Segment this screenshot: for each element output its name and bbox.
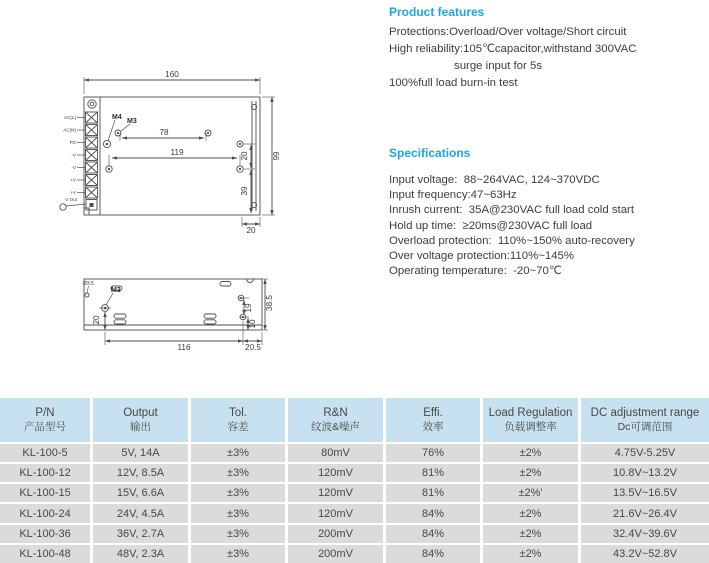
col-header-pn: P/N 产品型号: [0, 398, 90, 442]
spec-line: Over voltage protection:110%~145%: [389, 250, 575, 263]
dim-width-label: 160: [165, 70, 179, 79]
td-output: 12V, 8.5A: [93, 464, 188, 482]
td-dc-range: 21.6V~26.4V: [581, 504, 709, 522]
td-ripple-noise: 120mV: [288, 484, 383, 502]
specifications-heading: Specifications: [389, 146, 471, 160]
td-dc-range: 13.5V~16.5V: [581, 484, 709, 502]
td-tolerance: ±3%: [191, 525, 285, 543]
spec-line: Input voltage: 88~264VAC, 124~370VDC: [389, 174, 600, 186]
dim-hole-dia-label: Ø3.5: [83, 281, 94, 287]
dim-right-span-label: 20.5: [245, 343, 261, 352]
col-header-dc-adjust-range: DC adjustment range Dc可调范围: [581, 398, 709, 442]
m4-callout: M4: [112, 114, 122, 121]
td-dc-range: 43.2V~52.8V: [581, 545, 709, 563]
col-header-efficiency: Effi. 效率: [386, 398, 480, 442]
spec-line: Input frequency:47~63Hz: [389, 189, 517, 202]
dim-side-right-upper-label: 19: [244, 303, 253, 313]
td-output: 15V, 6.6A: [93, 484, 188, 502]
terminal-label-acn: AC(N): [63, 127, 76, 133]
td-output: 48V, 2.3A: [93, 545, 188, 563]
terminal-label-posv1: +V: [70, 177, 76, 183]
dim-side-right-lower-label: 10: [248, 319, 257, 329]
td-tolerance: ±3%: [191, 464, 285, 482]
td-ripple-noise: 80mV: [288, 444, 383, 462]
terminal-label-posv2: +V: [70, 190, 76, 196]
col-header-tolerance: Tol. 容差: [191, 398, 285, 442]
part-number: KL-100-12: [0, 464, 90, 482]
terminal-block: [86, 112, 98, 198]
td-ripple-noise: 200mV: [288, 525, 383, 543]
td-ripple-noise: 120mV: [288, 464, 383, 482]
features-heading: Product features: [389, 5, 485, 19]
td-load-regulation: ±2%': [483, 484, 578, 502]
feature-line: surge input for 5s: [454, 60, 543, 72]
feature-line: 100%full load burn-in test: [389, 77, 518, 89]
dim-side-height-label: 38.5: [265, 295, 274, 311]
td-tolerance: ±3%: [191, 444, 285, 462]
m3-side-callout: M3: [111, 287, 121, 294]
col-header-ripple-noise: R&N 纹波&噪声: [288, 398, 383, 442]
terminal-label-acl: AC(L): [64, 115, 76, 121]
pot-symbol: [60, 204, 66, 210]
part-number: KL-100-36: [0, 525, 90, 543]
spec-line: Inrush current: 35A@230VAC full load cold start: [389, 204, 634, 217]
td-output: 5V, 14A: [93, 444, 188, 462]
terminal-label-negv2: -V: [71, 165, 76, 171]
td-output: 36V, 2.7A: [93, 525, 188, 543]
part-number: KL-100-5: [0, 444, 90, 462]
terminal-label-negv1: -V: [71, 152, 76, 158]
dim-hole-span-label: 116: [177, 343, 191, 352]
dim-bottom-holes-label: 119: [170, 148, 184, 157]
td-output: 24V, 4.5A: [93, 504, 188, 522]
dim-bracket-depth-label: 20: [246, 226, 256, 235]
td-efficiency: 76%: [386, 444, 480, 462]
td-ripple-noise: 120mV: [288, 504, 383, 522]
td-load-regulation: ±2%: [483, 444, 578, 462]
feature-line: High reliability:105℃capacitor,withstand 300VAC: [389, 43, 637, 55]
td-tolerance: ±3%: [191, 484, 285, 502]
td-tolerance: ±3%: [191, 545, 285, 563]
product-features-section: [389, 5, 707, 92]
m3-callout: M3: [127, 118, 137, 125]
col-header-output: Output 输出: [93, 398, 188, 442]
part-number: KL-100-48: [0, 545, 90, 563]
mechanical-drawing: [0, 0, 380, 395]
part-number: KL-100-15: [0, 484, 90, 502]
spec-line: Overload protection: 110%~150% auto-recovery: [389, 234, 635, 247]
td-ripple-noise: 200mV: [288, 545, 383, 563]
td-efficiency: 81%: [386, 464, 480, 482]
td-tolerance: ±3%: [191, 504, 285, 522]
td-dc-range: 10.8V~13.2V: [581, 464, 709, 482]
terminal-label-fg: FG: [69, 140, 76, 146]
td-dc-range: 32.4V~39.6V: [581, 525, 709, 543]
td-load-regulation: ±2%: [483, 464, 578, 482]
feature-line: Protections:Overload/Over voltage/Short circuit: [389, 26, 627, 38]
hole-dia-3-5: [85, 293, 89, 297]
dim-side-left-label: 20: [92, 315, 101, 325]
strip-screw: [88, 100, 96, 108]
td-efficiency: 84%: [386, 525, 480, 543]
td-efficiency: 84%: [386, 504, 480, 522]
td-efficiency: 81%: [386, 484, 480, 502]
dim-right-upper-label: 20: [240, 151, 249, 161]
dim-height-label: 99: [272, 151, 281, 161]
spec-line: Hold up time: ≥20ms@230VAC full load: [389, 219, 593, 232]
dim-top-holes-label: 78: [159, 128, 169, 137]
model-spec-table: [0, 398, 709, 563]
td-load-regulation: ±2%: [483, 525, 578, 543]
col-header-load-regulation: Load Regulation 负载调整率: [483, 398, 578, 442]
specifications-section: [389, 146, 707, 279]
part-number: KL-100-24: [0, 504, 90, 522]
dim-right-lower-label: 39: [240, 186, 249, 196]
td-load-regulation: ±2%: [483, 545, 578, 563]
pot-label: V Out: [65, 197, 77, 202]
td-efficiency: 84%: [386, 545, 480, 563]
spec-line: Operating temperature: -20~70℃: [389, 265, 562, 278]
td-dc-range: 4.75V-5.25V: [581, 444, 709, 462]
td-load-regulation: ±2%: [483, 504, 578, 522]
